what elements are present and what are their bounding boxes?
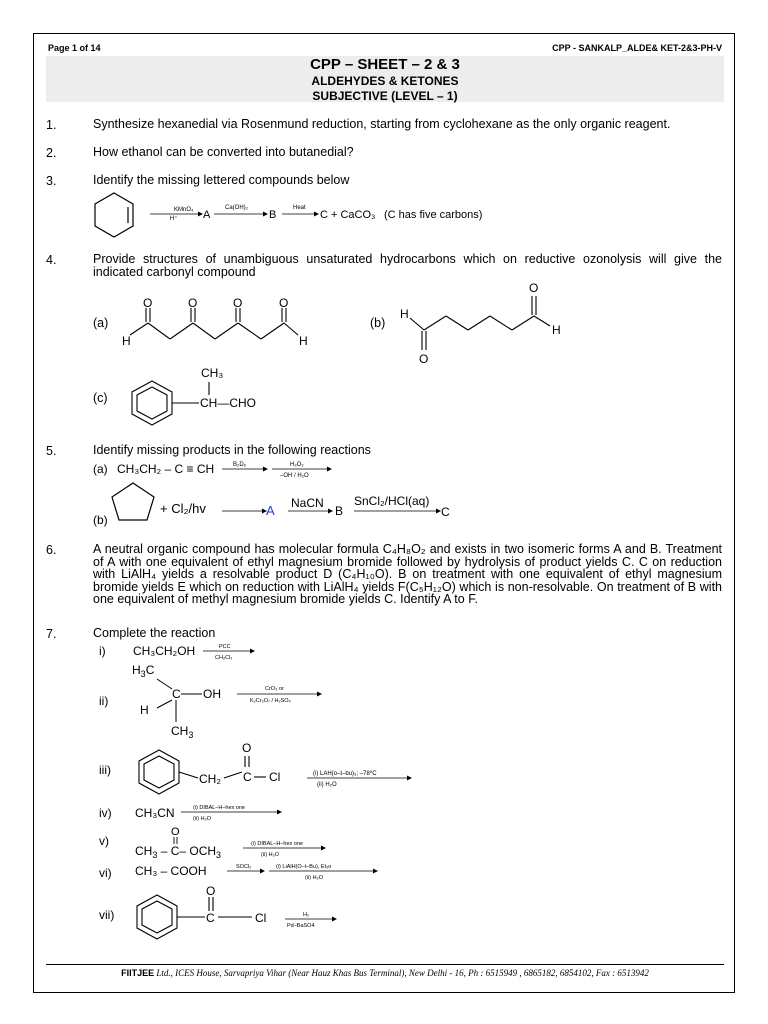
q4b-structure [398, 278, 578, 368]
q7-vii-label: vii) [99, 908, 115, 922]
q7vi-reactant: CH₃ – COOH [135, 864, 207, 878]
q7iii-reagent-1: (i) LAH(o–t–bu)₃; –78⁰C [313, 771, 377, 777]
svg-text:C: C [206, 911, 215, 925]
q7-v-label: v) [99, 834, 109, 848]
svg-text:Cl: Cl [255, 911, 267, 925]
title-block [46, 56, 724, 102]
q7vii-reagent-2: Pd–BaSO4 [287, 923, 315, 929]
q7-i-label: i) [99, 644, 106, 658]
page-footer [46, 968, 724, 978]
footer-divider [46, 964, 724, 965]
q5b-compound-c: C [441, 505, 450, 519]
q7vii-reagent-1: H₂ [303, 912, 310, 918]
q7vi-reagent-2: (ii) H₂O [305, 875, 324, 881]
q7iii-ch2: CH₂ [199, 772, 221, 786]
q4-label-c: (c) [93, 391, 108, 405]
q7v-reagent-1: (i) DIBAL–H–hex one [251, 841, 303, 847]
q7vi-reagent-1: (i) LiAlH(O–t–Bu), Et₂o [276, 864, 332, 870]
svg-text:O: O [242, 741, 252, 755]
svg-text:OH: OH [203, 687, 221, 701]
q4c-ch-cho: CH—CHO [200, 396, 256, 410]
question-1-number: 1. [46, 118, 57, 132]
q7i-reaction [95, 640, 295, 662]
q7iv-reagent-1: (i) DIBAL–H–hex one [193, 805, 245, 811]
question-3-number: 3. [46, 174, 57, 188]
question-2-number: 2. [46, 146, 57, 160]
q3-reagent-caoh2: Ca(OH)₂ [225, 205, 248, 211]
sheet-title: CPP – SHEET – 2 & 3 [310, 56, 460, 73]
q7ii-reagent-2: K₂Cr₂O₇ / H₂SO₄ [250, 698, 291, 704]
q5b-compound-a: A [266, 503, 275, 518]
svg-text:O: O [188, 296, 198, 310]
q7iv-reaction [95, 800, 315, 826]
q5b-reagent-nacn: NaCN [291, 496, 324, 510]
svg-text:H: H [552, 323, 561, 337]
cyclopentane-structure [112, 483, 154, 520]
q5a-reaction [90, 458, 370, 482]
q7vi-reaction [95, 860, 395, 886]
question-6-number: 6. [46, 543, 57, 557]
q5-label-a: (a) [93, 462, 108, 476]
q5-label-b: (b) [93, 513, 108, 527]
q3-products: C + CaCO₃ [320, 209, 376, 221]
svg-text:O: O [143, 296, 153, 310]
q3-reagent-heat: Heat [293, 205, 306, 211]
q7vi-reagent-socl2: SOCl₂ [236, 864, 252, 870]
q4-label-b: (b) [370, 316, 386, 330]
q5b-plus-reagent: + Cl₂/hv [160, 501, 206, 516]
q5a-reagent-1: B₂D₆ [233, 462, 247, 468]
q3-reaction-scheme [90, 190, 510, 240]
question-5-text: Identify missing products in the following reactions [93, 443, 371, 457]
q7v-reagent-2: (ii) H₂O [261, 852, 280, 858]
question-5-number: 5. [46, 444, 57, 458]
q7-ii-label: ii) [99, 694, 109, 708]
svg-text:O: O [529, 281, 539, 295]
q7ii-reaction [95, 660, 345, 740]
footer-brand-logo: FIITJEE [121, 968, 155, 978]
q7-vi-label: vi) [99, 866, 112, 880]
cyclohexene-structure [95, 193, 133, 237]
q7iv-reagent-2: (ii) H₂O [193, 816, 212, 822]
q3-reagent-acid: H⁺ [170, 216, 178, 222]
question-2-text: How ethanol can be converted into butanedial? [93, 145, 354, 159]
q7-iv-label: iv) [99, 806, 112, 820]
q4a-structure [118, 295, 318, 350]
q7iii-reaction [95, 740, 425, 795]
svg-text:H3C: $H_3C$ [132, 663, 155, 679]
q5b-reaction [90, 480, 470, 530]
q7i-reactant: CH₃CH₂OH [133, 644, 196, 658]
q5a-reagent-2b: –OH / H₂O [280, 473, 309, 479]
svg-text:H: H [140, 703, 149, 717]
page-header [46, 42, 724, 57]
q7vii-reaction [95, 885, 355, 940]
document-code: CPP - SANKALP_ALDE& KET-2&3-PH-V [552, 43, 722, 53]
q3-note: (C has five carbons) [384, 209, 483, 221]
question-6-text: A neutral organic compound has molecular formula C₄H₈O₂ and exists in two isomeric forms A and B. Treatment of A with one equivalent of ethyl magnesium bromide followed by hydrolysis of product yields C. C on reduction with LiAlH₄ yields a resolvable product D (C₄H₁₀O). B on treatment with one equivalent of ethyl magnesium bromide yields E which on reduction with LiAlH₄ yields F(C₅H₁₂O) which is non-resolvable. On treatment of B with one equivalent of methyl magnesium bromide yields C. Identify A to F. [93, 542, 722, 606]
question-4-number: 4. [46, 253, 57, 267]
question-4-text: Provide structures of unambiguous unsaturated hydrocarbons which on reductive ozonolysis will give the indicated carbonyl compound [93, 252, 722, 279]
svg-text:C: C [243, 770, 252, 784]
q4c-methyl: CH₃ [201, 366, 224, 380]
q4c-structure [125, 363, 285, 433]
q7i-reagent-solvent: CH₂Cl₂ [215, 655, 233, 661]
svg-text:C: C [172, 687, 181, 701]
q5a-reagent-2: H₂O₂ [290, 462, 304, 468]
q7v-reaction [95, 825, 355, 865]
svg-text:H: H [400, 307, 409, 321]
q5b-compound-b: B [335, 504, 344, 518]
level-title: SUBJECTIVE (LEVEL – 1) [312, 89, 458, 103]
q3-compound-b: B [269, 209, 277, 221]
q7iv-reactant: CH₃CN [135, 806, 175, 820]
svg-text:H: H [122, 334, 131, 348]
q7ii-reagent-1: CrO₃ or [265, 686, 284, 692]
svg-text:H: H [299, 334, 308, 348]
q3-reagent-kmno4: KMnO₄ [174, 207, 194, 213]
svg-text:O: O [233, 296, 243, 310]
question-1-text: Synthesize hexanedial via Rosenmund reduction, starting from cyclohexane as the only organic reagent. [93, 117, 671, 131]
q3-compound-a: A [203, 209, 211, 221]
svg-text:O: O [419, 352, 429, 366]
question-7-text: Complete the reaction [93, 626, 216, 640]
q5a-reactant: CH₃CH₂ – C ≡ CH [117, 462, 215, 476]
page-number: Page 1 of 14 [48, 43, 101, 53]
topic-title: ALDEHYDES & KETONES [311, 74, 459, 88]
question-7-number: 7. [46, 627, 57, 641]
footer-address: Ltd., ICES House, Sarvapriya Vihar (Near Hauz Khas Bus Terminal), New Delhi - 16, Ph : 6515949 , 6865182, 6854102, Fax : 6513942 [156, 968, 649, 978]
q4-label-a: (a) [93, 316, 109, 330]
svg-text:O: O [279, 296, 289, 310]
svg-text:O: O [171, 826, 180, 838]
svg-text:Cl: Cl [269, 770, 281, 784]
q7i-reagent-pcc: PCC [219, 644, 231, 650]
question-3-text: Identify the missing lettered compounds below [93, 173, 350, 187]
svg-text:O: O [206, 884, 216, 898]
q7-iii-label: iii) [99, 763, 111, 777]
q7iii-reagent-2: (ii) H₂O [317, 782, 337, 788]
svg-text:CH3: $CH_3$ [171, 724, 194, 740]
q5b-reagent-sncl2: SnCl₂/HCl(aq) [354, 494, 430, 508]
svg-text:CH3 – C– OCH3: $CH_3 - C-$ $OCH_3$ [135, 844, 222, 860]
